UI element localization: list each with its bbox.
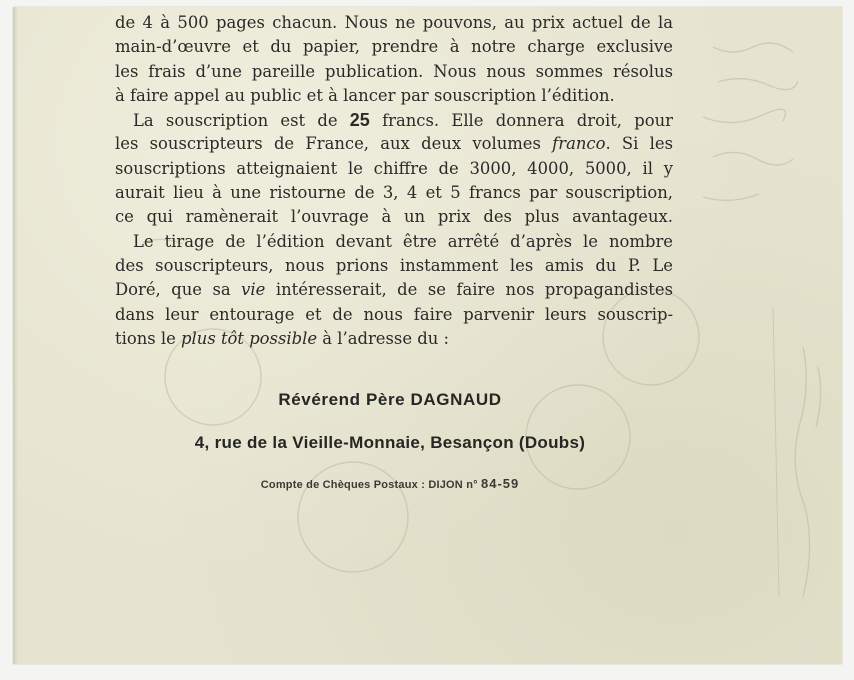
text-segment: La souscription est de	[133, 111, 350, 131]
italic-word: franco	[552, 134, 606, 154]
body-line: main-d’œuvre et du papier, prendre à notre charge exclusive	[115, 37, 673, 57]
text-segment: à l’adresse du :	[317, 328, 450, 348]
text-segment: Doré, que sa	[115, 280, 242, 300]
body-line: à faire appel au public et à lancer par souscription l’édition.	[115, 85, 615, 105]
body-line: souscriptions atteignaient le chiffre de 3000, 4000, 5000, il y	[115, 158, 673, 178]
postal-account-number: 84-59	[480, 476, 520, 491]
addressee-name: Révérend Père DAGNAUD	[278, 390, 502, 409]
body-line: des souscripteurs, nous prions instamment les amis du P. Le	[115, 255, 673, 275]
subscription-price: 25	[349, 110, 370, 131]
body-line: dans leur entourage et de nous faire parvenir leurs souscrip-	[115, 304, 673, 324]
text-segment: . Si les	[605, 134, 673, 154]
body-line: Le tirage de l’édition devant être arrêté d’après le nombre	[133, 231, 673, 251]
postal-account-label: Compte de Chèques Postaux : DIJON n°	[260, 479, 478, 491]
text-segment: intéresserait, de se faire nos propagandistes	[265, 280, 673, 300]
italic-phrase: plus tôt possible	[181, 328, 318, 348]
paper-edge-shadow	[13, 7, 18, 664]
letter-body	[115, 11, 673, 351]
addressee-street: 4, rue de la Vieille-Monnaie, Besançon (Doubs)	[194, 433, 586, 452]
body-line: les frais d’une pareille publication. Nous nous sommes résolus	[115, 61, 673, 81]
italic-word: vie	[241, 280, 266, 300]
body-line: de 4 à 500 pages chacun. Nous ne pouvons, au prix actuel de la	[115, 13, 673, 32]
body-line	[115, 278, 673, 302]
body-line	[115, 132, 673, 156]
text-segment: les souscripteurs de France, aux deux volumes	[115, 134, 553, 154]
text-segment: francs. Elle donnera droit, pour	[369, 111, 674, 131]
paper-sheet	[13, 7, 842, 664]
text-segment: tions le	[115, 328, 182, 348]
subscription-price-line	[115, 108, 673, 132]
postal-account	[13, 476, 767, 491]
body-line	[115, 327, 673, 351]
body-line: ce qui ramènerait l’ouvrage à un prix des plus avantageux.	[115, 207, 673, 227]
body-line: aurait lieu à une ristourne de 3, 4 et 5 francs par souscription,	[115, 183, 673, 203]
